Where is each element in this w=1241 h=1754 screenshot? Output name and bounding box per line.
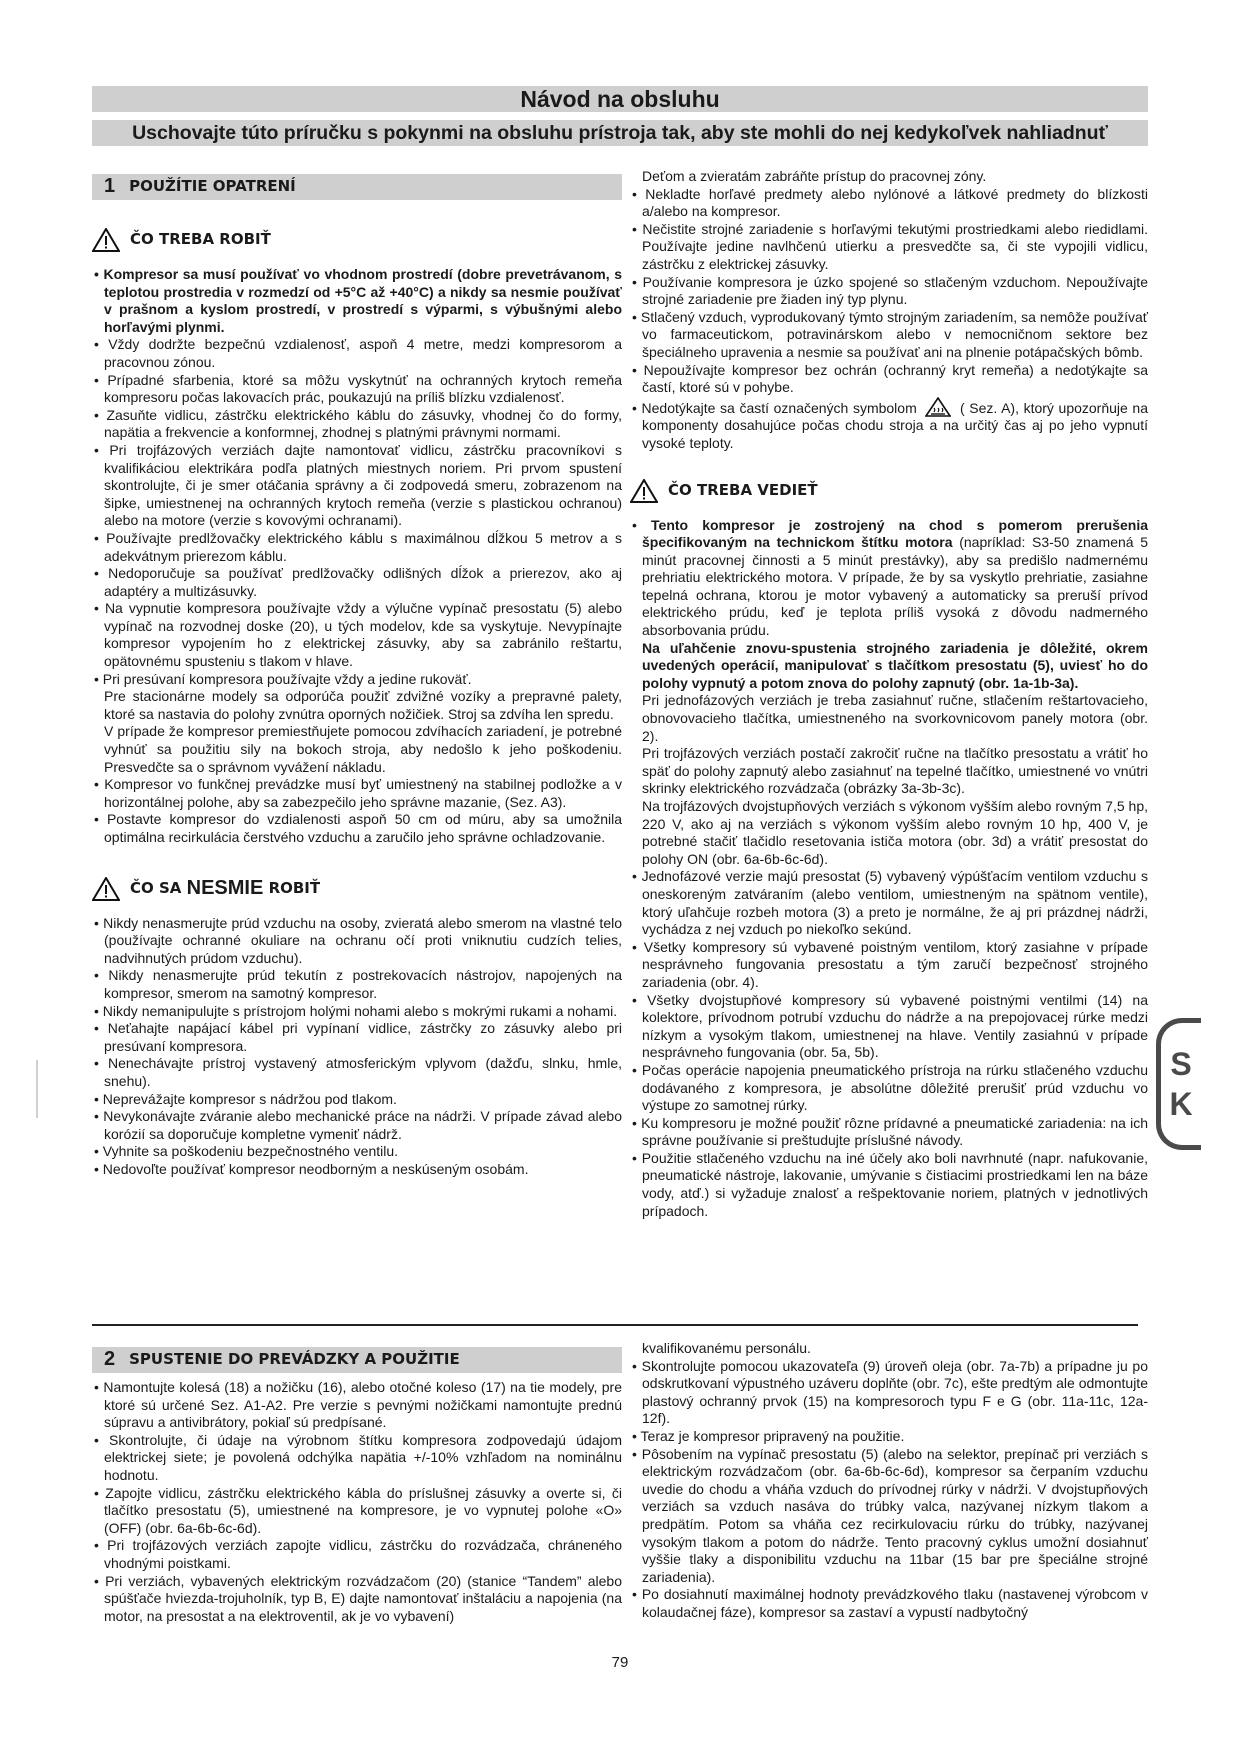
list-item: • Pri trojfázových verziách zapojte vidlicu, zástrčku do rozvádzača, chráneného vhodnými poistkami. bbox=[94, 1537, 622, 1571]
section1-number: 1 bbox=[104, 175, 116, 198]
section2-right-intro: kvalifikovanému personálu. bbox=[642, 1340, 811, 1356]
know-title: ČO TREBA VEDIEŤ bbox=[668, 480, 818, 499]
do-title: ČO TREBA ROBIŤ bbox=[130, 230, 271, 249]
language-tab bbox=[1156, 1018, 1201, 1150]
list-item: • Teraz je kompresor pripravený na použitie. bbox=[632, 1427, 905, 1444]
list-item: • Postavte kompresor do vzdialenosti aspoň 50 cm od múru, aby sa umožnila optimálna recirkulácia čerstvého vzduchu a zaručilo jeho správne ochladzovanie. bbox=[94, 811, 622, 845]
section2-left-column bbox=[92, 1347, 622, 1625]
list-item: • Použitie stlačeného vzduchu na iné účely ako boli navrhnuté (napr. nafukovanie, pneumatické nástroje, lakovanie, umývanie s čistiacimi prostriedkami len na báze vody, atď.) si vyžaduje znalosť a rešpektovanie noriem, platných v jednotlivých prípadoch. bbox=[632, 1149, 1149, 1219]
list-item: • Pôsobením na vypínač presostatu (5) (alebo na selektor, prepínač pri verziách s elektrickým rozvádzačom (obr. 6a-6b-6c-6d), kompresor sa čerpaním vzduchu uvedie do chodu a vháňa vzduch do prívodnej rúrky v nádrži. V dvojstupňových verziách sa vzduch nasáva do trúbky valca, nazývanej nízkym tlakom a predpätím. Potom sa vháňa cez recirkulovaciu rúrku do trúbky, nazývanej vysokým tlakom a potom do nádrže. Tento pracovný cyklus umožní dosiahnuť vyššie tlaky a disponibilitu vzduchu na 11bar (15 bar pre špeciálne strojné zariadenia). bbox=[632, 1445, 1148, 1585]
list-item: • Zapojte vidlicu, zástrčku elektrického kábla do príslušnej zásuvky a overte si, či tlačítko presostatu (5), umiestnené na kompresore, je vo vypnutej polohe «O» (OFF) (obr. 6a-6b-6c-6d). bbox=[94, 1484, 622, 1536]
page-subtitle: Uschovajte túto príručku s pokynmi na obsluhu prístroja tak, aby ste mohli do nej kedykoľvek nahliadnuť bbox=[92, 120, 1148, 146]
list-item: • Neťahajte napájací kábel pri vypínaní vidlice, zástrčky zo zásuvky alebo pri presúvaní kompresora. bbox=[94, 1020, 622, 1054]
list-item: • Nedovoľte používať kompresor neodborným a neskúseným osobám. bbox=[94, 1160, 529, 1177]
list-item: • Tento kompresor je zostrojený na chod s pomerom prerušenia špecifikovaným na technickom štítku motora (napríklad: S3-50 znamená 5 minút pracovnej činnosti a 5 minút prestávky), aby sa predišlo nadmernému prehriatiu elektrického motora. V prípade, že by sa vyskytlo prehriatie, zasiahne tepelná ochrana, ktorou je motor vybavený a automaticky sa preruší prívod elektrického prúdu, keď je teplota príliš vysoká z dôvodu nadmerného absorbovania prúdu. bbox=[632, 516, 1149, 639]
list-item: • Nevykonávajte zváranie alebo mechanické práce na nádrži. V prípade závad alebo korózií sa doporučuje kompletne vymeniť nádrž. bbox=[94, 1108, 622, 1142]
list-item: • Nedoporučuje sa používať predlžovačky odlišných dĺžok a prierezov, ako aj adaptéry a multizásuvky. bbox=[94, 565, 623, 599]
know-single-phase: Pri jednofázových verziách je treba zasiahnuť ručne, stlačením reštartovacieho, obnovovacieho tlačítka, umiestneného na svorkovnicovom panely motora (obr. 2). bbox=[642, 692, 1148, 744]
page-number: 79 bbox=[611, 1654, 629, 1671]
right-intro: Deťom a zvieratám zabráňte prístup do pracovnej zóny. bbox=[642, 168, 987, 184]
list-item: • Pri presúvaní kompresora používajte vždy a jedine rukoväť. bbox=[94, 670, 472, 687]
know-three-phase: Pri trojfázových verziách postačí zakročiť ručne na tlačítko presostatu a vrátiť ho späť do polohy zapnutý alebo zasiahnuť na tepelné tlačítko, umiestnené vo vnútri skrinky elektrického rozvádzača (obrázky 3a-3b-3c). bbox=[642, 745, 1148, 797]
list-item: • Pri trojfázových verziách dajte namontovať vidlicu, zástrčku pracovníkovi s kvalifikáciou elektrikára podľa platných miestnych noriem. Pri prvom spustení skontrolujte, či je smer otáčania správny a či zodpovedá smeru, zobrazenom na šipke, umiestnenej na ochranných krytoch remeňa (verzie s plastickou ochranou) alebo na motore (verzie s kovovými ochranami). bbox=[94, 441, 622, 529]
do-heading bbox=[92, 228, 622, 252]
list-item: • Nikdy nemanipulujte s prístrojom holými nohami alebo s mokrými rukami a nohami. bbox=[94, 1002, 618, 1019]
list-item: V prípade že kompresor premiestňujete pomocou zdvíhacích zariadení, je potrebné vyhnúť sa použitiu sily na bokoch stroja, aby nedošlo k jeho poškodeniu. Presvedčte sa o správnom vyvážení nákladu. bbox=[104, 723, 622, 775]
list-item: • Ku kompresoru je možné použiť rôzne prídavné a pneumatické zariadenia: na ich správne používanie si preštudujte príslušné návody. bbox=[632, 1114, 1149, 1149]
list-item: • Používajte predlžovačky elektrického káblu s maximálnou dĺžkou 5 metrov a s adekvátnym prierezom káblu. bbox=[94, 529, 622, 564]
list-item: • Skontrolujte pomocou ukazovateľa (9) úroveň oleja (obr. 7a-7b) a prípadne ju po odskrutkovaní výpustného uzáveru doplňte (obr. 7c), ešte predtým ale odmontujte plastový ochranný prvok (15) na kompresoroch typu F e G (obr. 11a-11c, 12a-12f). bbox=[632, 1357, 1149, 1427]
do-list bbox=[92, 266, 622, 847]
margin-mark bbox=[36, 1060, 38, 1118]
list-item: Pre stacionárne modely sa odporúča použiť zdvižné vozíky a prepravné palety, ktoré sa nastavia do polohy zvnútra oporných nožičiek. Stroj sa zdvíha len spredu. bbox=[104, 688, 622, 722]
list-item: • Jednofázové verzie majú presostat (5) vybavený výpúšťacím ventilom vzduchu s oneskoreným zatváraním (alebo ventilom, umiestneným na spätnom ventile), ktorý uľahčuje rozbeh motora (3) a preto je normálne, že aj pri prázdnej nádrži, vychádza z nej vzduch po niekoľko sekúnd. bbox=[632, 868, 1148, 938]
list-item: • Po dosiahnutí maximálnej hodnoty prevádzkového tlaku (nastavenej výrobcom v kolaudačnej fáze), kompresor sa zastaví a vypustí nadbytočný bbox=[632, 1586, 1148, 1620]
list-item: • Všetky dvojstupňové kompresory sú vybavené poistnými ventilmi (14) na kolektore, prívodnom potrubí vzduchu do nádrže a na prepojovacej rúrke medzi nízkym a vysokým tlakom, umiestnenej na hlave. Ventily zasiahnú v prípade nesprávneho fungovania (obr. 5a, 5b). bbox=[632, 991, 1148, 1061]
list-item: • Nenechávajte prístroj vystavený atmosferickým vplyvom (dažďu, slnku, hmle, snehu). bbox=[94, 1055, 622, 1089]
list-item: • Všetky kompresory sú vybavené poistným ventilom, ktorý zasiahne v prípade nesprávneho fungovania presostatu a tým zaručí bezpečnosť strojného zariadenia (obr. 4). bbox=[632, 938, 1148, 990]
section2-left-list bbox=[92, 1379, 622, 1625]
list-item: • Nikdy nenasmerujte prúd tekutín z postrekovacích nástrojov, napojených na kompresor, smerom na samotný kompresor. bbox=[94, 967, 622, 1001]
page-title: Návod na obsluhu bbox=[92, 86, 1148, 112]
language-tab-letter: S bbox=[1170, 1046, 1192, 1082]
section1-title: POUŽÍTIE OPATRENÍ bbox=[129, 177, 296, 196]
section2-number: 2 bbox=[104, 1348, 116, 1371]
know-two-stage: Na trojfázových dvojstupňových verziách s výkonom vyšším alebo rovným 7,5 hp, 220 V, ako aj na verziách s výkonom vyšším alebo rovným 10 hp, 400 V, je potrebné stačiť tlačidlo resetovania ističa motora (obr. 3d) a vrátiť presostat do polohy ON (obr. 6a-6b-6c-6d). bbox=[642, 798, 1148, 867]
section-divider bbox=[92, 1324, 1138, 1326]
dont-title-part: ČO SA bbox=[130, 878, 182, 897]
list-item: • Vždy dodržte bezpečnú vzdialenosť, aspoň 4 metre, medzi kompresorom a pracovnou zónou. bbox=[94, 336, 622, 370]
list-item: • Neprevážajte kompresor s nádržou pod tlakom. bbox=[94, 1090, 397, 1107]
list-item: • Používanie kompresora je úzko spojené so stlačeným vzduchom. Nepoužívajte strojné zariadenie pre žiaden iný typ plynu. bbox=[632, 273, 1148, 308]
list-item: • Zasuňte vidlicu, zástrčku elektrického káblu do zásuvky, vhodnej čo do formy, napätia a frekvencie a konformnej, zhodnej s platnými právnymi normami. bbox=[94, 406, 622, 441]
know-list bbox=[630, 517, 1148, 1221]
list-item: • Namontujte kolesá (18) a nožičku (16), alebo otočné koleso (17) na tie modely, pre ktoré sú určené Sez. A1-A2. Pre verzie s pevnými nožičkami namontujte prednú súpravu a antivibrátory, pokiaľ sú predpísané. bbox=[94, 1379, 622, 1431]
warning-icon bbox=[630, 479, 658, 503]
list-item: • Nepoužívajte kompresor bez ochrán (ochranný kryt remeňa) a nedotýkajte sa častí, ktoré sú v pohybe. bbox=[632, 361, 1148, 396]
know-heading bbox=[630, 479, 1148, 503]
warning-icon bbox=[92, 877, 120, 901]
section1-header bbox=[92, 174, 622, 200]
list-item: • Nedotýkajte sa častí označených symbolom ( Sez. A), ktorý upozorňuje na komponenty dosahujúce počas chodu stroja a na určitý čas aj po jeho vypnutí vysoké teploty. bbox=[630, 397, 1148, 453]
list-item: • Na vypnutie kompresora používajte vždy a výlučne vypínač presostatu (5) alebo vypínač na rozvodnej doske (20), u tých modelov, kde sa vyskytuje. Nevypínajte kompresor vypojením ho z elektrickej zásuvky, aby sa zabránilo reštartu, opätovnému spusteniu s tlakom v hlave. bbox=[94, 600, 623, 670]
know-bold-note: Na uľahčenie znovu-spustenia strojného zariadenia je dôležité, okrem uvedených operácií, manipulovať s tlačítkom presostatu (5), uviesť ho do polohy vypnutý a potom znova do polohy zapnutý (obr. 1a-1b-3a). bbox=[642, 639, 1148, 691]
hot-surface-icon bbox=[925, 397, 951, 417]
list-item: • Počas operácie napojenia pneumatického prístroja na rúrku stlačeného vzduchu dodávaného z kompresora, je absolútne dôležité prerušiť prúd vzduchu vo výstupe zo samotnej rúrky. bbox=[632, 1061, 1148, 1114]
list-item: • Nekladte horľavé predmety alebo nylónové a látkové predmety do blízkosti a/alebo na kompresor. bbox=[632, 185, 1149, 220]
dont-title-part: ROBIŤ bbox=[268, 878, 321, 897]
list-item: • Skontrolujte, či údaje na výrobnom štítku kompresora zodpovedajú údajom elektrickej siete; je povolená odchýlka napätia +/-10% vzhľadom na nominálnu hodnotu. bbox=[94, 1431, 622, 1483]
dont-title-emphasis: NESMIE bbox=[186, 876, 264, 899]
list-item: • Stlačený vzduch, vyprodukovaný týmto strojným zariadením, sa nemôže používať vo farmaceutickom, potravinárskom alebo v nemocničnom sektore bez špeciálneho upravenia a nesmie sa používať ani na plnenie potápačských bômb. bbox=[632, 308, 1148, 360]
list-item: • Pri verziách, vybavených elektrickým rozvádzačom (20) (stanice “Tandem” alebo spúšťače hviezda-trojuholník, typ B, E) dajte namontovať inštaláciu a napojenia (na motor, na presostat a na elektroventil, ak je vo vybavení) bbox=[94, 1572, 623, 1624]
section2-header bbox=[92, 1347, 622, 1373]
list-item: • Vyhnite sa poškodeniu bezpečnostného ventilu. bbox=[94, 1143, 399, 1160]
section2-right-column bbox=[630, 1340, 1148, 1622]
section2-title: SPUSTENIE DO PREVÁDZKY A POUŽITIE bbox=[129, 1350, 460, 1369]
dont-heading bbox=[92, 877, 622, 901]
list-item: • Nečistite strojné zariadenie s horľavými tekutými prostriedkami alebo riedidlami. Používajte jedine navlhčenú utierku a presvedčte sa, či ste vypojili vidlicu, zástrčku z elektrickej zásuvky. bbox=[632, 220, 1149, 272]
list-item: • Kompresor sa musí používať vo vhodnom prostredí (dobre prevetrávanom, s teplotou prostredia v rozmedzí od +5°C až +40°C) a nikdy sa nesmie používať v prašnom a kyslom prostredí, v prostredí s výparmi, s výbušnými alebo horľavými plynmi. bbox=[94, 266, 623, 335]
section1-right-column bbox=[630, 168, 1148, 1220]
dont-list bbox=[92, 915, 622, 1179]
language-tab-letter: K bbox=[1169, 1086, 1193, 1122]
list-item: • Nikdy nenasmerujte prúd vzduchu na osoby, zvieratá alebo smerom na vlastné telo (používajte ochranné okuliare na ochranu očí proti vniknutiu cudzích telies, nadvihnutých prúdom vzduchu). bbox=[94, 914, 622, 966]
list-item: • Prípadné sfarbenia, ktoré sa môžu vyskytnúť na ochranných krytoch remeňa kompresoru počas lakovacích prác, poukazujú na príliš blízku vzdialenosť. bbox=[94, 371, 622, 406]
section1-left-column bbox=[92, 174, 622, 1179]
warning-icon bbox=[92, 228, 120, 252]
list-item: • Kompresor vo funkčnej prevádzke musí byť umiestnený na stabilnej podložke a v horizontálnej polohe, aby sa zabezpečilo jeho správne mazanie, (Sez. A3). bbox=[94, 776, 622, 810]
